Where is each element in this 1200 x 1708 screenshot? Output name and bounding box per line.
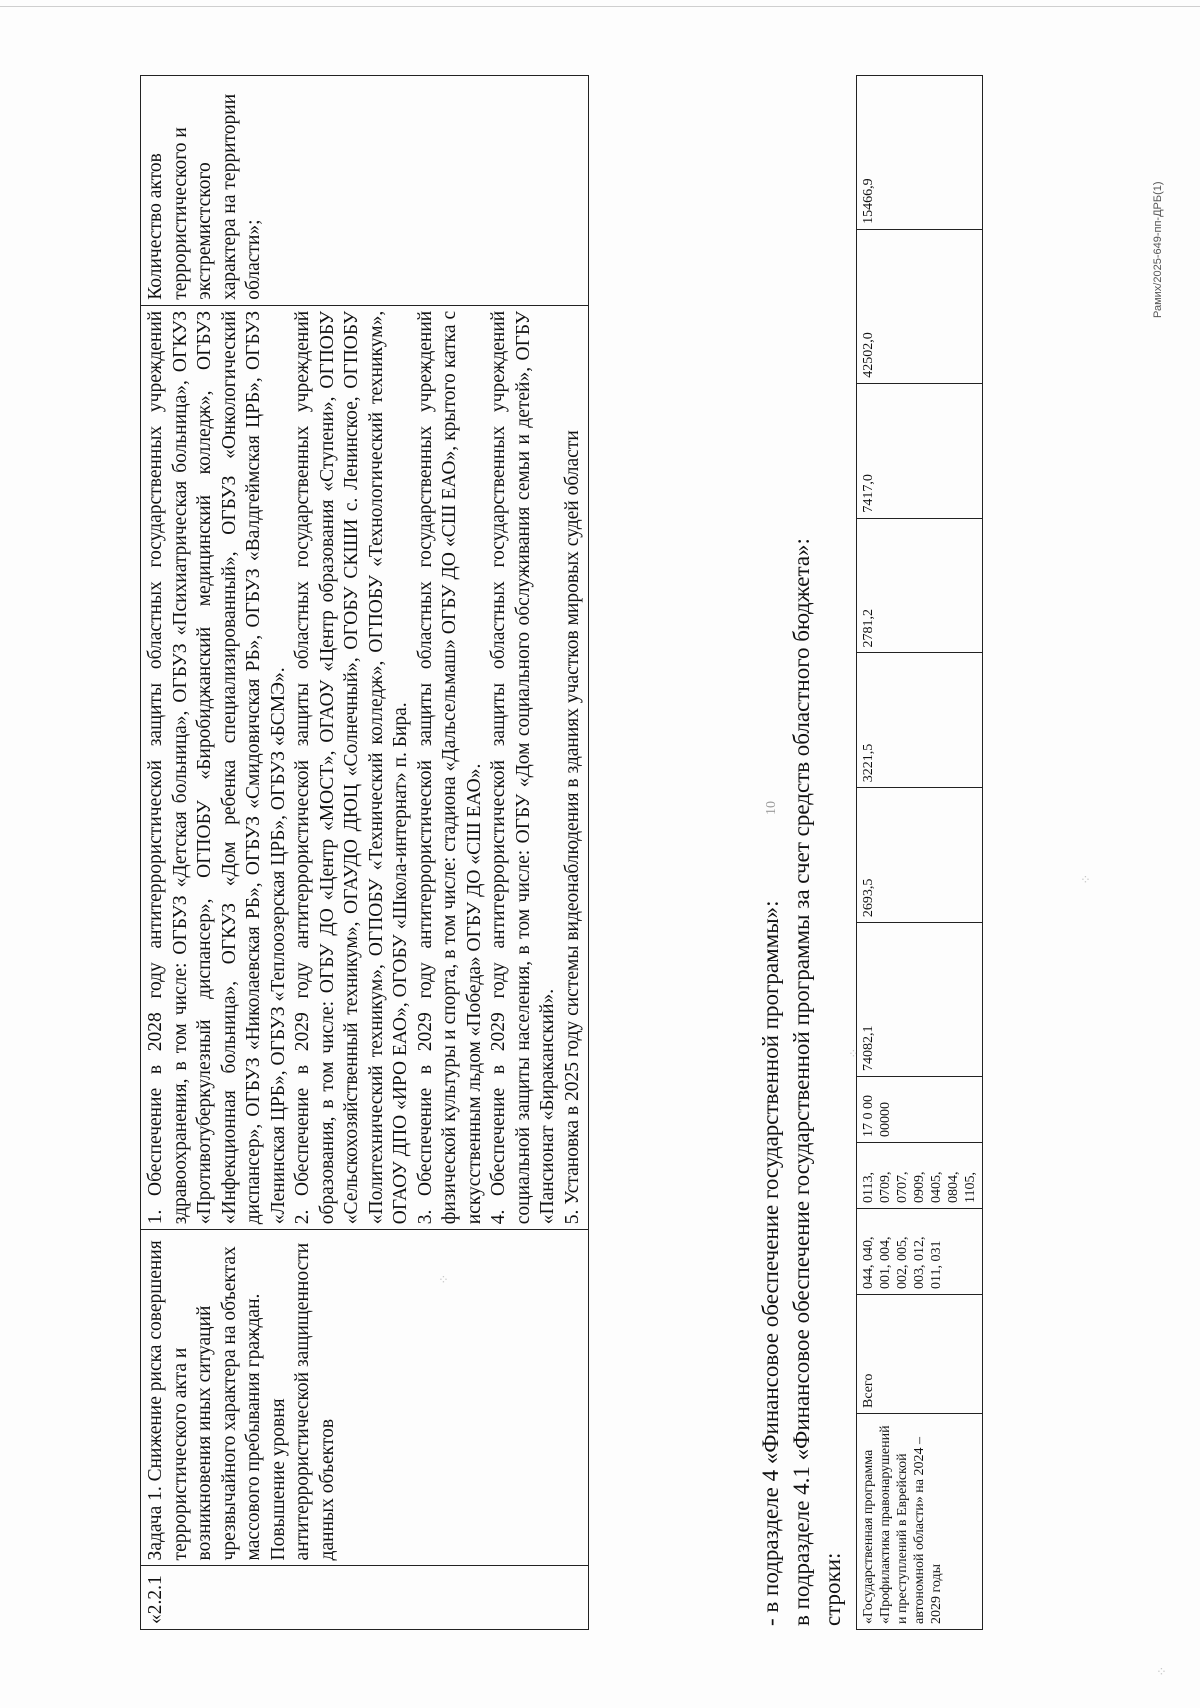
program-structure-table [140, 75, 589, 1630]
rows-label: строки: [820, 1552, 845, 1626]
measure-item: 1. Обеспечение в 2028 году антитеррористической защиты областных государственных учреждений здравоохранения, в том числе: ОГБУЗ «Детская больница», ОГБУЗ «Психиатрическая больница», ОГКУЗ «Противотуберкулезный диспансер», ОГПОБУ «Биробиджанский медицинский колледж», ОГБУЗ «Инфекционная больница», ОГКУЗ «Дом ребенка специализированный», ОГБУЗ «Онкологический диспансер», ОГБУЗ «Николаевская РБ», ОГБУЗ «Смидовичская РБ», ОГБУЗ «Валдгеймская ЦРБ», ОГБУЗ «Ленинская ЦРБ», ОГБУЗ «Теплоозерская ЦРБ», ОГБУЗ «БСМЭ». [145, 310, 289, 1225]
table-row [857, 76, 983, 1630]
subsection-heading: в подразделе 4.1 «Финансовое обеспечение государственной программы за счет средств областного бюджета»: [789, 538, 814, 1626]
task-cell: Задача 1. Снижение риска совершения террористического акта и возникновения иных ситуаций чрезвычайного характера на объектах массового пребывания граждан. Повышение уровня антитеррористической защищенности данных объектов [141, 1230, 589, 1566]
measure-item: 5. Установка в 2025 году системы видеонаблюдения в зданиях участков мировых судей области [561, 430, 583, 1225]
top-edge-line [0, 6, 1200, 7]
finance-table [856, 75, 983, 1630]
page-number: 10 [764, 801, 779, 815]
year-2028-cell: 42502,0 [857, 229, 983, 383]
table-row [141, 76, 589, 1630]
program-name-cell: «Государственная программа «Профилактика правонарушений и преступлений в Еврейской автономной области» на 2024 – 2029 годы [857, 1414, 983, 1630]
codes-cell: 0113, 0709, 0707, 0909, 0405, 0804, 1105, [857, 1143, 983, 1209]
category-cell: Всего [857, 1295, 983, 1414]
year-2027-cell: 7417,0 [857, 383, 983, 518]
measure-item: 4. Обеспечение в 2029 году антитеррористической защиты областных государственных учреждений социальной защиты населения, в том числе: ОГБУ «Дом социального обслуживания семьи и детей», ОГБУ «Пансионат «Бираканский». [488, 310, 558, 1225]
scan-speck: ⁘ [438, 1272, 449, 1287]
measures-cell [141, 305, 589, 1229]
year-2026-cell: 2781,2 [857, 518, 983, 653]
year-2025-cell: 3221,5 [857, 653, 983, 788]
scan-speck: ⁘ [1156, 1664, 1167, 1679]
section-heading: - в подразделе 4 «Финансовое обеспечение государственной программы»: [758, 900, 783, 1626]
row-number: «2.2.1 [141, 1566, 589, 1630]
scan-speck: ⁘ [848, 1046, 859, 1061]
target-code-cell: 17 0 00 00000 [857, 1077, 983, 1143]
rotated-page-content [140, 70, 1130, 1630]
year-2024-cell: 2693,5 [857, 788, 983, 923]
codes-cell: 044, 040, 001, 004, 002, 005, 003, 012, 011, 031 [857, 1209, 983, 1295]
measure-item: 2. Обеспечение в 2029 году антитеррористической защиты областных государственных учреждений образования, в том числе: ОГБУ ДО «Центр «МОСТ», ОГАОУ «Центр образования «Ступени», ОГПОБУ «Сельскохозяйственный техникум», ОГАУДО ДЮЦ «Солнечный», ОГОБУ СКШИ с. Ленинское, ОГПОБУ «Политехнический техникум», ОГПОБУ «Технический колледж», ОГПОБУ «Технологический техникум», ОГАОУ ДПО «ИРО ЕАО», ОГОБУ «Школа-интернат» п. Бира. [292, 310, 411, 1225]
measure-item: 3. Обеспечение в 2029 году антитеррористической защиты областных государственных учреждений физической культуры и спорта, в том числе: стадиона «Дальсельмаш» ОГБУ ДО «СШ ЕАО», крытого катка с искусственным льдом «Победа» ОГБУ ДО «СШ ЕАО». [414, 310, 485, 1225]
document-stamp: Рамих/2025-649-пп-ДРБ(1) [1152, 181, 1164, 318]
scan-speck: ⁘ [1080, 872, 1091, 887]
year-2029-cell: 15466,9 [857, 76, 983, 230]
total-cell: 74082,1 [857, 923, 983, 1077]
indicator-cell: Количество актов террористического и экстремистского характера на территории области»; [141, 76, 589, 306]
